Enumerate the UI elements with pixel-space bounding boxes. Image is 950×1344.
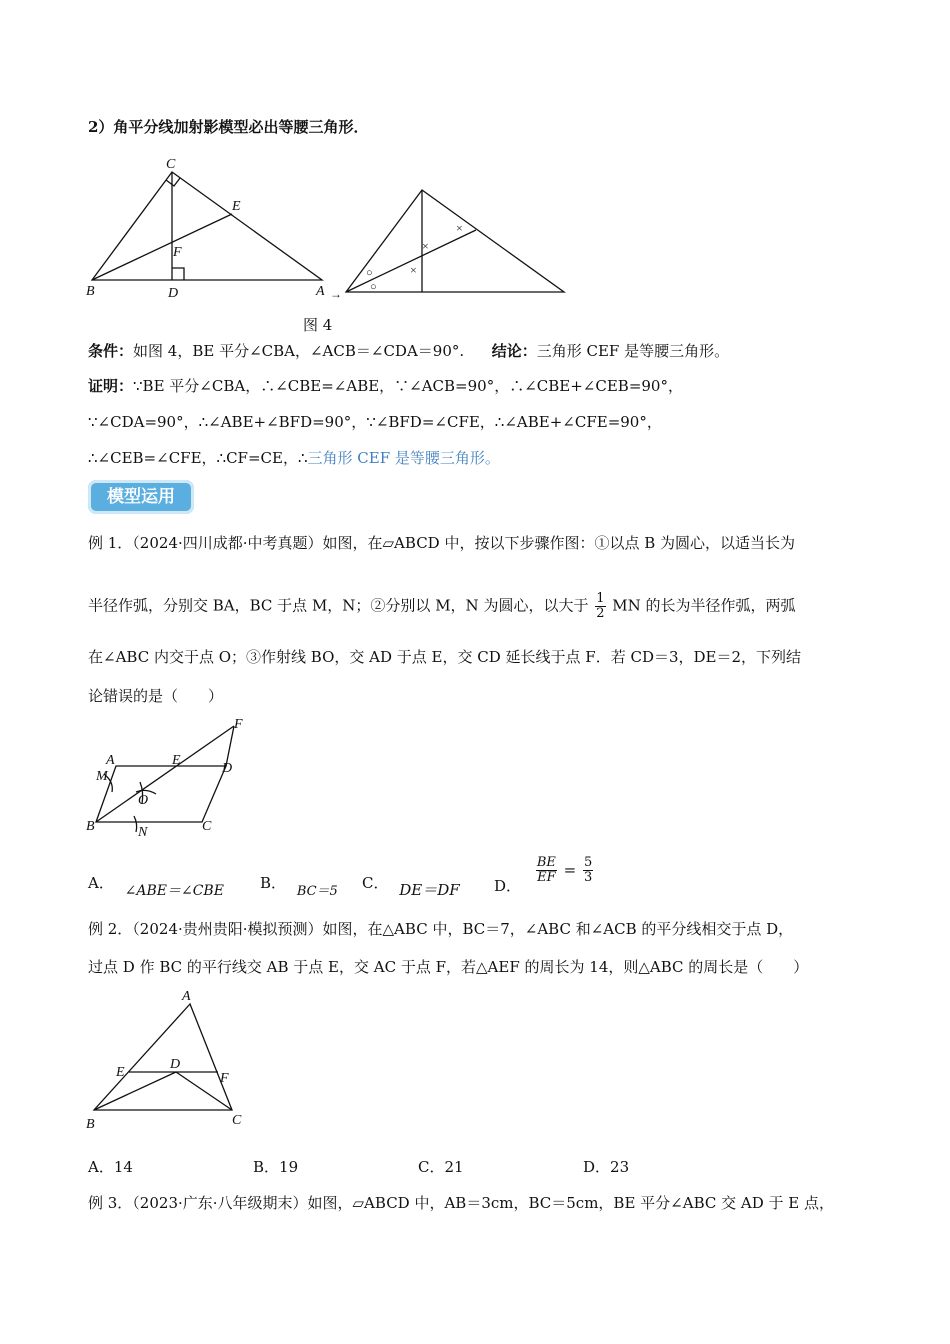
section-heading: 2）角平分线加射影模型必出等腰三角形． (88, 118, 369, 136)
conclusion-text: 三角形 CEF 是等腰三角形。 (536, 342, 730, 360)
figure-4b (326, 180, 571, 305)
circle-mark-1: ○ (366, 267, 373, 279)
cross-mark-2: × (456, 221, 463, 235)
condition-text: 如图 4，BE 平分∠CBA，∠ACB＝∠CDA＝90°. (133, 342, 465, 360)
label-b: B (86, 1117, 95, 1132)
label-e: E (172, 753, 181, 768)
label-f: F (220, 1071, 229, 1086)
right-angle-d (172, 268, 184, 280)
triangle-abc (94, 1004, 232, 1110)
label-b: B (86, 819, 95, 834)
proof-line-3 (88, 447, 500, 468)
example2-option-c[interactable]: C．21 (418, 1158, 464, 1176)
arrow-mark: → (330, 287, 342, 301)
proof-line-2: ∵∠CDA=90°，∴∠ABE+∠BFD=90°，∵∠BFD=∠CFE，∴∠ABE+∠CFE=90°， (88, 413, 662, 431)
example3-line1: 例 3．（2023·广东·八年级期末）如图，▱ABCD 中，AB＝3cm，BC＝5cm，BE 平分∠ABC 交 AD 于 E 点， (88, 1194, 835, 1212)
proof-text-3b: 三角形 CEF 是等腰三角形。 (307, 449, 500, 467)
label-c: C (202, 819, 212, 834)
condition-row (88, 340, 729, 361)
example1-line2a: 半径作弧，分别交 BA，BC 于点 M，N；②分别以 M，N 为圆心，以大于 (88, 596, 589, 615)
example1-figure (82, 712, 257, 840)
parallelogram-abcd (96, 766, 226, 822)
label-n: N (138, 825, 148, 840)
label-d: D (170, 1057, 181, 1072)
circle-mark-2: ○ (370, 281, 377, 293)
label-f: F (173, 245, 182, 260)
example1-option-a[interactable]: A． ∠ABE＝∠CBE (88, 874, 224, 899)
label-c: C (166, 157, 176, 172)
bisector-bd (94, 1072, 176, 1110)
bisector-be (92, 214, 232, 280)
example2-figure (82, 984, 252, 1132)
label-a: A (106, 753, 115, 768)
figure-4a (80, 150, 340, 305)
proof-text-1: ∵BE 平分∠CBA，∴∠CBE=∠ABE，∵∠ACB=90°，∴∠CBE+∠CEB=90°， (133, 377, 683, 395)
figure-caption: 图 4 (303, 316, 333, 334)
label-b: B (86, 284, 95, 299)
label-a: A (182, 989, 191, 1004)
example1-line3: 在∠ABC 内交于点 O；③作射线 BO，交 AD 于点 E，交 CD 延长线于点 F．若 CD＝3，DE＝2，下列结 (88, 648, 802, 666)
conclusion-label: 结论： (491, 342, 537, 360)
label-e: E (232, 199, 241, 214)
example1-option-d[interactable]: D． $\frac{BE}{EF}$ = $\frac{5}{3}$ (494, 855, 593, 895)
proof-line-1 (88, 375, 683, 396)
example2-option-a[interactable]: A．14 (88, 1158, 133, 1176)
example2-line2: 过点 D 作 BC 的平行线交 AB 于点 E，交 AC 于点 F，若△AEF 的周长为 14，则△ABC 的周长是（ ） (88, 958, 809, 976)
example2-option-b[interactable]: B．19 (253, 1158, 299, 1176)
label-f: F (234, 717, 243, 732)
example1-line4: 论错误的是（ ） (88, 687, 224, 705)
right-angle-c (166, 178, 180, 186)
label-d: D (168, 286, 179, 301)
ray-bf (96, 726, 234, 822)
example1-option-b[interactable]: B． BC＝5 (260, 874, 338, 899)
model-application-badge: 模型运用 (88, 480, 194, 514)
cross-mark-1: × (422, 239, 429, 253)
example1-line1: 例 1．（2024·四川成都·中考真题）如图，在▱ABCD 中，按以下步骤作图：①以点 B 为圆心，以适当长为 (88, 534, 796, 552)
line-ed-extension (226, 726, 234, 766)
label-m: M (96, 769, 108, 784)
example1-option-c[interactable]: C． DE＝DF (362, 874, 460, 899)
arc-n (134, 816, 137, 832)
proof-text-3a: ∴∠CEB=∠CFE，∴CF=CE，∴ (88, 449, 308, 467)
label-c: C (232, 1113, 242, 1128)
label-d: D (222, 761, 233, 776)
bisector-b (346, 230, 476, 292)
example1-line2 (88, 592, 796, 621)
condition-label: 条件： (88, 342, 134, 360)
label-e: E (116, 1065, 125, 1080)
cross-mark-3: × (410, 263, 417, 277)
example2-option-d[interactable]: D．23 (583, 1158, 630, 1176)
label-a: A (316, 284, 325, 299)
fraction-half: $\frac{1}{2}$ (596, 591, 605, 621)
example1-line2b: MN 的长为半径作弧，两弧 (612, 596, 796, 615)
label-o: O (138, 793, 149, 808)
proof-label: 证明： (88, 377, 134, 395)
example2-line1: 例 2．（2024·贵州贵阳·模拟预测）如图，在△ABC 中，BC＝7，∠ABC 和∠ACB 的平分线相交于点 D， (88, 920, 794, 938)
